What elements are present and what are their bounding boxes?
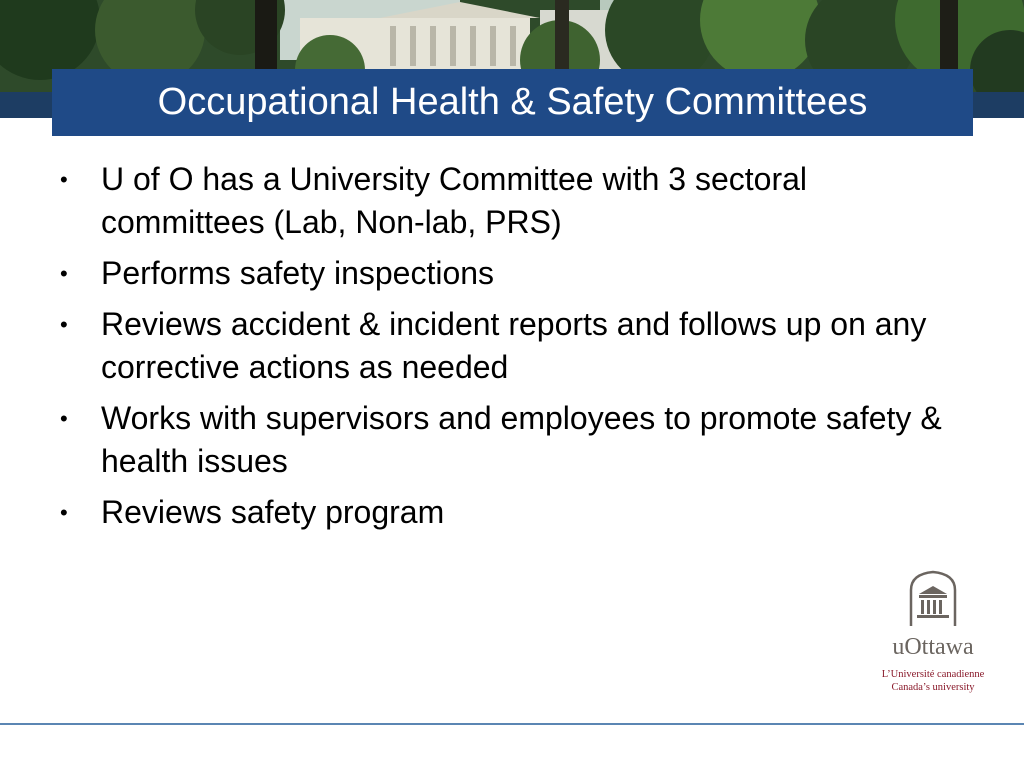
- bottom-divider: [0, 723, 1024, 725]
- uottawa-logo: [872, 570, 994, 705]
- bullet-item: [58, 252, 958, 295]
- slide-title: Occupational Health & Safety Committees: [157, 81, 868, 123]
- bullet-text: Reviews accident & incident reports and follows up on any corrective actions as needed: [101, 306, 927, 385]
- logo-tagline-en: Canada’s university: [891, 682, 975, 693]
- bullet-item: [58, 491, 958, 534]
- bullet-text: Reviews safety program: [101, 494, 445, 530]
- bullet-item: [58, 303, 958, 389]
- bullet-item: [58, 158, 958, 244]
- bullet-marker: •: [60, 312, 68, 337]
- bullet-text: U of O has a University Committee with 3 sectoral committees (Lab, Non-lab, PRS): [101, 161, 808, 240]
- bullet-marker: •: [60, 500, 68, 525]
- title-bar: [52, 69, 973, 136]
- logo-wordmark: uOttawa: [892, 634, 974, 660]
- building-icon: [907, 570, 959, 628]
- bullet-text: Performs safety inspections: [101, 255, 495, 291]
- bullet-list: [58, 158, 958, 542]
- bullet-marker: •: [60, 167, 68, 192]
- logo-tagline-fr: L’Université canadienne: [881, 669, 985, 680]
- bullet-marker: •: [60, 406, 68, 431]
- bullet-marker: •: [60, 261, 68, 286]
- bullet-text: Works with supervisors and employees to promote safety & health issues: [101, 400, 942, 479]
- bullet-item: [58, 397, 958, 483]
